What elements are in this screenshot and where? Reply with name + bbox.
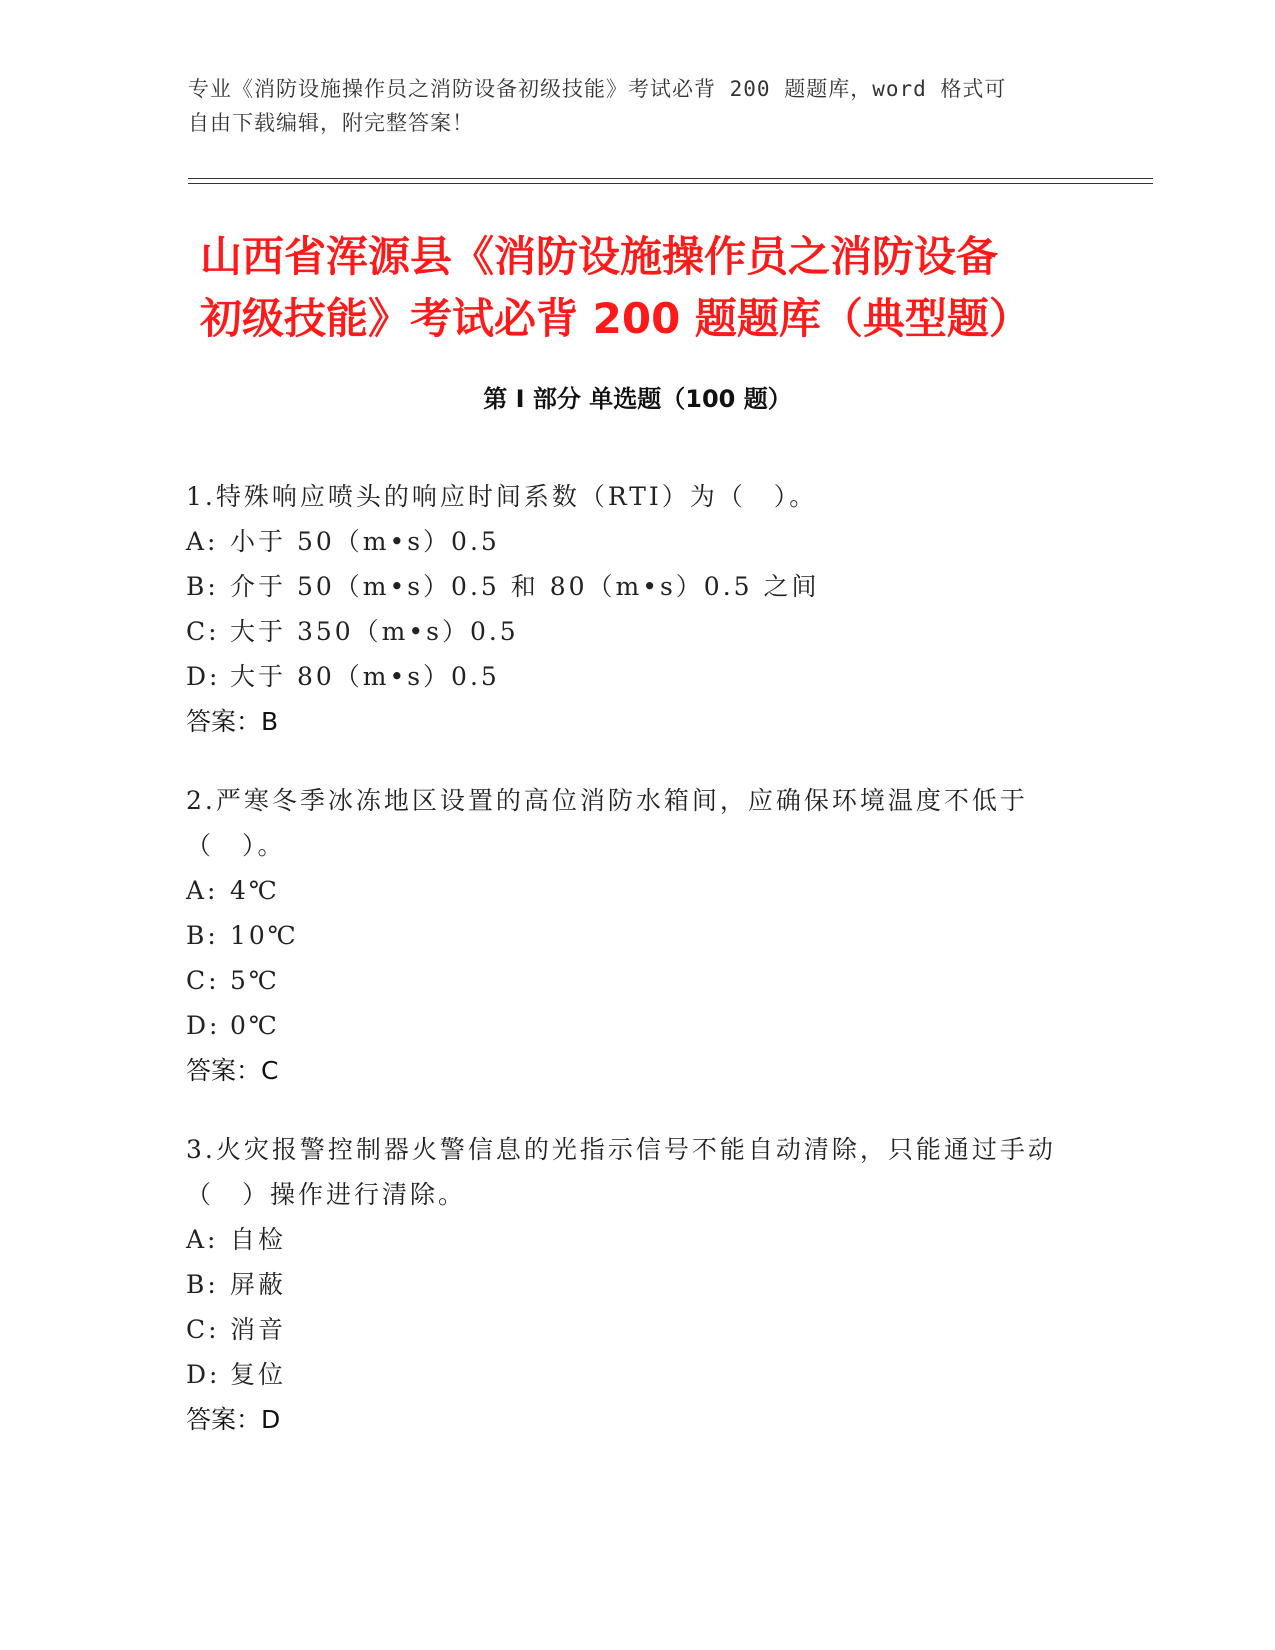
option-text: 0℃ bbox=[230, 1011, 280, 1040]
answer-line: 答案：D bbox=[186, 1405, 281, 1434]
header-divider bbox=[188, 183, 1153, 184]
option-text: 小于 50（m•s）0.5 bbox=[230, 527, 500, 556]
option-d bbox=[186, 1352, 1086, 1397]
option-text: 4℃ bbox=[230, 876, 280, 905]
header-divider bbox=[188, 178, 1153, 179]
option-d bbox=[186, 1003, 1086, 1048]
option-letter: A: bbox=[186, 1225, 219, 1254]
option-letter: C: bbox=[186, 1315, 220, 1344]
question-text: 2.严寒冬季冰冻地区设置的高位消防水箱间，应确保环境温度不低于（ ）。 bbox=[186, 786, 1028, 860]
document-title-line: 山西省浑源县《消防设施操作员之消防设备 bbox=[200, 232, 999, 281]
option-c bbox=[186, 958, 1086, 1003]
option-b bbox=[186, 1262, 1086, 1307]
question-item bbox=[186, 1127, 1086, 1442]
answer-line: 答案：B bbox=[186, 707, 279, 736]
option-c bbox=[186, 1307, 1086, 1352]
header-note-line: 专业《消防设施操作员之消防设备初级技能》考试必背 200 题题库，word 格式可 bbox=[188, 77, 1007, 101]
option-a bbox=[186, 519, 1086, 564]
question-text: 1.特殊响应喷头的响应时间系数（RTI）为（ ）。 bbox=[186, 482, 818, 511]
option-text: 10℃ bbox=[230, 921, 299, 950]
option-a bbox=[186, 1217, 1086, 1262]
option-text: 复位 bbox=[230, 1360, 287, 1389]
option-letter: C: bbox=[186, 617, 220, 646]
option-b bbox=[186, 913, 1086, 958]
option-c bbox=[186, 609, 1086, 654]
option-text: 自检 bbox=[230, 1225, 287, 1254]
option-letter: C: bbox=[186, 966, 220, 995]
answer-line: 答案：C bbox=[186, 1056, 279, 1085]
option-letter: A: bbox=[186, 876, 219, 905]
option-a bbox=[186, 868, 1086, 913]
question-item bbox=[186, 778, 1086, 1093]
question-text: 3.火灾报警控制器火警信息的光指示信号不能自动清除，只能通过手动（ ）操作进行清除。 bbox=[186, 1135, 1056, 1209]
header-note bbox=[188, 72, 1068, 140]
option-letter: B: bbox=[186, 921, 219, 950]
option-text: 大于 80（m•s）0.5 bbox=[230, 662, 500, 691]
option-b bbox=[186, 564, 1086, 609]
section-heading: 第 I 部分 单选题（100 题） bbox=[483, 385, 792, 413]
option-d bbox=[186, 654, 1086, 699]
option-text: 消音 bbox=[230, 1315, 287, 1344]
header-note-line: 自由下载编辑，附完整答案！ bbox=[188, 111, 474, 135]
option-text: 屏蔽 bbox=[230, 1270, 287, 1299]
document-title bbox=[200, 226, 1160, 350]
option-text: 5℃ bbox=[230, 966, 280, 995]
option-letter: D: bbox=[186, 662, 221, 691]
document-title-line: 初级技能》考试必背 200 题题库（典型题） bbox=[200, 294, 1031, 343]
question-list bbox=[186, 474, 1086, 1476]
option-letter: B: bbox=[186, 1270, 219, 1299]
option-text: 介于 50（m•s）0.5 和 80（m•s）0.5 之间 bbox=[230, 572, 820, 601]
option-letter: A: bbox=[186, 527, 219, 556]
option-letter: D: bbox=[186, 1011, 221, 1040]
option-letter: B: bbox=[186, 572, 219, 601]
option-text: 大于 350（m•s）0.5 bbox=[230, 617, 519, 646]
question-item bbox=[186, 474, 1086, 744]
option-letter: D: bbox=[186, 1360, 221, 1389]
